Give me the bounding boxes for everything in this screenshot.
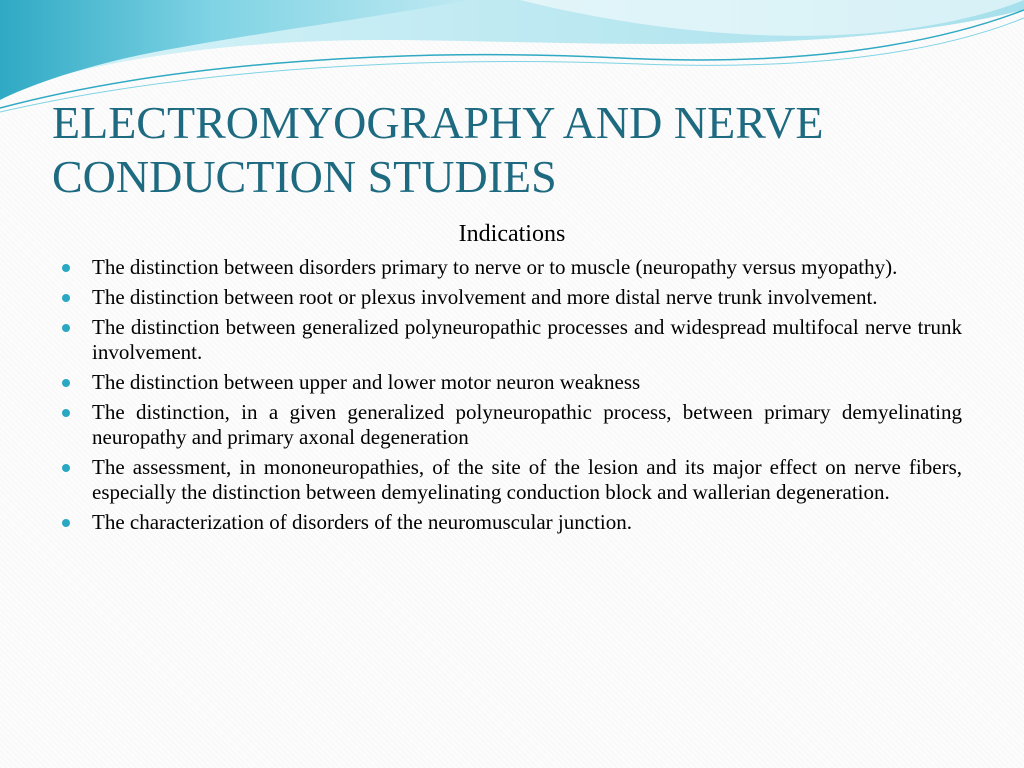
list-item-text: The distinction between generalized polyneuropathic processes and widespread multifocal nerve trunk involvement. — [92, 315, 962, 364]
list-item-text: The distinction between disorders primary to nerve or to muscle (neuropathy versus myopathy). — [92, 255, 898, 279]
slide-title-line-1: ELECTROMYOGRAPHY AND NERVE — [52, 97, 824, 148]
bullet-icon — [62, 264, 70, 272]
bullet-icon — [62, 379, 70, 387]
list-item — [60, 455, 962, 505]
list-item-text: The distinction, in a given generalized polyneuropathic process, between primary demyelinating neuropathy and primary axonal degeneration — [92, 400, 962, 449]
list-item — [60, 400, 962, 450]
list-item-text: The distinction between upper and lower motor neuron weakness — [92, 370, 641, 394]
bullet-icon — [62, 324, 70, 332]
indications-list — [60, 255, 962, 540]
bullet-icon — [62, 519, 70, 527]
list-item-text: The assessment, in mononeuropathies, of the site of the lesion and its major effect on nerve fibers, especially the distinction between demyelinating conduction block and wallerian degeneration. — [92, 455, 962, 504]
slide-title — [52, 96, 992, 204]
list-item — [60, 255, 962, 280]
indications-subheading: Indications — [458, 221, 566, 247]
list-item — [60, 510, 962, 535]
list-item — [60, 285, 962, 310]
slide-title-line-2: CONDUCTION STUDIES — [52, 151, 557, 202]
bullet-icon — [62, 464, 70, 472]
list-item — [60, 315, 962, 365]
list-item-text: The characterization of disorders of the neuromuscular junction. — [92, 510, 632, 534]
bullet-icon — [62, 409, 70, 417]
bullet-icon — [62, 294, 70, 302]
list-item-text: The distinction between root or plexus involvement and more distal nerve trunk involvement. — [92, 285, 878, 309]
list-item — [60, 370, 962, 395]
